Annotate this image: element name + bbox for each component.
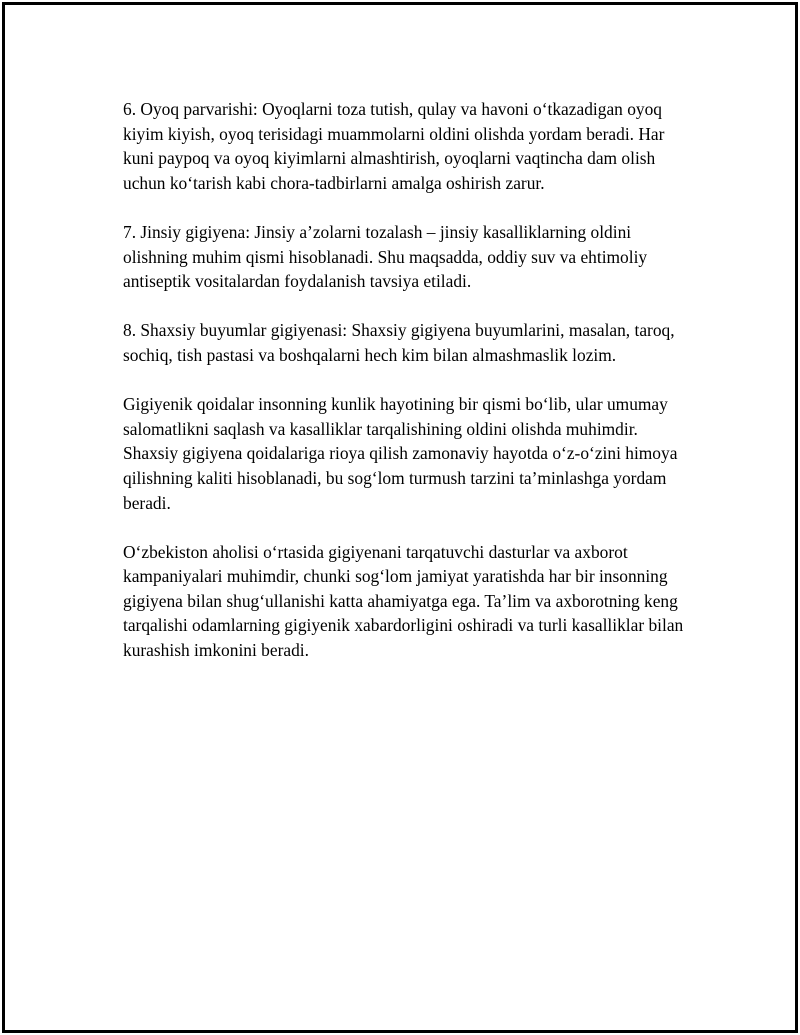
paragraph-hygiene-rules: Gigiyenik qoidalar insonning kunlik hayotining bir qismi bo‘lib, ular umumay salomatlikni saqlash va kasalliklar tarqalishining oldini olishda muhimdir. Shaxsiy gigiyena qoidalariga rioya qilish zamonaviy hayotda o‘z-o‘zini himoya qilishning kaliti hisoblanadi, bu sog‘lom turmush tarzini ta’minlashga yordam beradi. (123, 394, 678, 513)
paragraph-foot-care: 6. Oyoq parvarishi: Oyoqlarni toza tutish, qulay va havoni o‘tkazadigan oyoq kiyim kiyish, oyoq terisidagi muammolarni oldini olishda yordam beradi. Har kuni paypoq va oyoq kiyimlarni almashtirish, oyoqlarni vaqtincha dam olish uchun ko‘tarish kabi chora-tadbirlarni amalga oshirish zarur. (123, 99, 665, 193)
paragraph-uzbekistan-programs: O‘zbekiston aholisi o‘rtasida gigiyenani tarqatuvchi dasturlar va axborot kampaniyalari muhimdir, chunki sog‘lom jamiyat yaratishda har bir insonning gigiyena bilan shug‘ullanishi katta ahamiyatga ega. Ta’lim va axborotning keng tarqalishi odamlarning gigiyenik xabardorligini oshiradi va turli kasalliklar bilan kurashish imkonini beradi. (123, 541, 684, 661)
page-border (2, 2, 798, 1033)
paragraph-personal-items: 8. Shaxsiy buyumlar gigiyenasi: Shaxsiy gigiyena buyumlarini, masalan, taroq, sochiq, tish pastasi va boshqalarni hech kim bilan almashmaslik lozim. (123, 320, 675, 365)
paragraph-intimate-hygiene: 7. Jinsiy gigiyena: Jinsiy a’zolarni tozalash – jinsiy kasalliklarning oldini olishning muhim qismi hisoblanadi. Shu maqsadda, oddiy suv va ehtimoliy antiseptik vositalardan foydalanish tavsiya etiladi. (123, 221, 648, 292)
document-body (123, 97, 693, 687)
